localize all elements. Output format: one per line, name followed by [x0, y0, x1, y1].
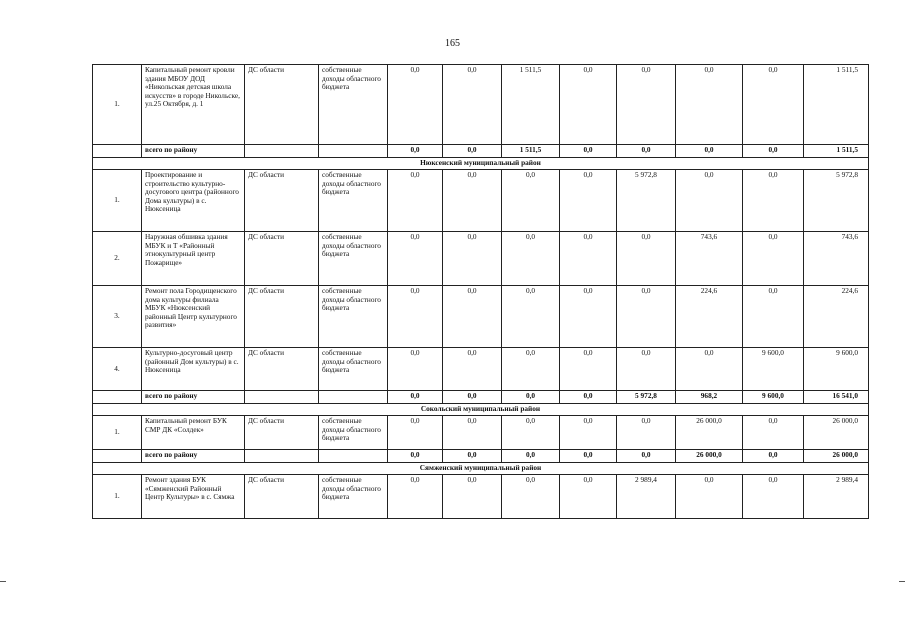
- value-cell: 2 989,4: [617, 475, 676, 519]
- value-cell: 0,0: [743, 450, 804, 463]
- value-cell: 9 600,0: [743, 348, 804, 391]
- value-cell: 224,6: [676, 286, 743, 348]
- executor: ДС области: [245, 232, 319, 286]
- table-row: [93, 416, 869, 450]
- value-cell: 0,0: [743, 232, 804, 286]
- value-cell: 0,0: [388, 416, 443, 450]
- funding-source: собственные доходы областного бюджета: [319, 232, 388, 286]
- object-name: Капитальный ремонт кровли здания МБОУ ДОД «Никольская детская школа искусств» в городе Никольске, ул.25 Октября, д. 1: [142, 65, 245, 145]
- total-label: всего по району: [142, 145, 245, 158]
- total-cell: 2 989,4: [804, 475, 869, 519]
- value-cell: 0,0: [443, 416, 502, 450]
- value-cell: 968,2: [676, 391, 743, 404]
- value-cell: 0,0: [617, 450, 676, 463]
- value-cell: 0,0: [743, 65, 804, 145]
- total-label: всего по району: [142, 450, 245, 463]
- value-cell: 0,0: [502, 391, 560, 404]
- row-number: 1.: [93, 170, 142, 232]
- funding-source: собственные доходы областного бюджета: [319, 170, 388, 232]
- value-cell: 0,0: [388, 450, 443, 463]
- district-total-row: [93, 450, 869, 463]
- object-name: Проектирование и строительство культурно-досугового центра (районного Дома культуры) в с. Нюксеница: [142, 170, 245, 232]
- object-name: Ремонт здания БУК «Сямженский Районный Центр Культуры» в с. Сямжа: [142, 475, 245, 519]
- value-cell: 0,0: [443, 145, 502, 158]
- district-name: Сокольский муниципальный район: [93, 404, 869, 416]
- value-cell: 0,0: [676, 145, 743, 158]
- district-name: Нюксенский муниципальный район: [93, 158, 869, 170]
- funding-source: собственные доходы областного бюджета: [319, 416, 388, 450]
- object-name: Ремонт пола Городищенского дома культуры филиала МБУК «Нюксенский районный Центр культурного развития»: [142, 286, 245, 348]
- executor: ДС области: [245, 286, 319, 348]
- value-cell: 0,0: [443, 232, 502, 286]
- row-number: 1.: [93, 416, 142, 450]
- executor: ДС области: [245, 65, 319, 145]
- total-label: всего по району: [142, 391, 245, 404]
- value-cell: 0,0: [443, 65, 502, 145]
- object-name: Наружная обшивка здания МБУК и Т «Районный этнокультурный центр Пожарище»: [142, 232, 245, 286]
- value-cell: 0,0: [388, 475, 443, 519]
- total-cell: 1 511,5: [804, 145, 869, 158]
- total-cell: 1 511,5: [804, 65, 869, 145]
- value-cell: 0,0: [617, 232, 676, 286]
- value-cell: 0,0: [388, 145, 443, 158]
- value-cell: 0,0: [443, 450, 502, 463]
- table-row: [93, 65, 869, 145]
- table-row: [93, 170, 869, 232]
- object-name: Культурно-досуговый центр (районный Дом культуры) в с. Нюксеница: [142, 348, 245, 391]
- value-cell: 0,0: [502, 232, 560, 286]
- total-cell: 9 600,0: [804, 348, 869, 391]
- executor: ДС области: [245, 348, 319, 391]
- value-cell: 0,0: [560, 416, 617, 450]
- district-header-row: [93, 404, 869, 416]
- value-cell: 26 000,0: [676, 450, 743, 463]
- value-cell: 1 511,5: [502, 145, 560, 158]
- object-name: Капитальный ремонт БУК СМР ДК «Солдек»: [142, 416, 245, 450]
- value-cell: 0,0: [443, 170, 502, 232]
- table-row: [93, 475, 869, 519]
- value-cell: 0,0: [560, 348, 617, 391]
- value-cell: 0,0: [560, 450, 617, 463]
- value-cell: 0,0: [502, 286, 560, 348]
- total-cell: 224,6: [804, 286, 869, 348]
- value-cell: 0,0: [388, 232, 443, 286]
- value-cell: 0,0: [560, 391, 617, 404]
- value-cell: 0,0: [443, 348, 502, 391]
- page-number: 165: [445, 38, 460, 49]
- district-header-row: [93, 463, 869, 475]
- executor: ДС области: [245, 475, 319, 519]
- value-cell: 0,0: [388, 348, 443, 391]
- row-number: 4.: [93, 348, 142, 391]
- district-total-row: [93, 145, 869, 158]
- value-cell: 9 600,0: [743, 391, 804, 404]
- value-cell: 0,0: [560, 65, 617, 145]
- value-cell: 0,0: [502, 416, 560, 450]
- value-cell: 0,0: [388, 391, 443, 404]
- value-cell: 0,0: [676, 170, 743, 232]
- value-cell: 0,0: [560, 286, 617, 348]
- value-cell: 0,0: [743, 170, 804, 232]
- funding-source: собственные доходы областного бюджета: [319, 65, 388, 145]
- value-cell: 0,0: [560, 145, 617, 158]
- value-cell: 0,0: [676, 475, 743, 519]
- value-cell: 0,0: [388, 170, 443, 232]
- value-cell: 0,0: [560, 475, 617, 519]
- value-cell: 0,0: [560, 232, 617, 286]
- row-number: 1.: [93, 475, 142, 519]
- value-cell: 5 972,8: [617, 391, 676, 404]
- total-cell: 5 972,8: [804, 170, 869, 232]
- value-cell: 0,0: [676, 348, 743, 391]
- row-number: 3.: [93, 286, 142, 348]
- value-cell: 0,0: [443, 391, 502, 404]
- executor: ДС области: [245, 416, 319, 450]
- value-cell: 5 972,8: [617, 170, 676, 232]
- table-row: [93, 232, 869, 286]
- row-number: 1.: [93, 65, 142, 145]
- value-cell: 0,0: [617, 145, 676, 158]
- value-cell: 743,6: [676, 232, 743, 286]
- value-cell: 0,0: [502, 475, 560, 519]
- value-cell: 0,0: [617, 286, 676, 348]
- table-row: [93, 348, 869, 391]
- total-cell: 743,6: [804, 232, 869, 286]
- executor: ДС области: [245, 170, 319, 232]
- scan-edge-mark: [0, 581, 6, 582]
- value-cell: 0,0: [743, 475, 804, 519]
- value-cell: 0,0: [443, 475, 502, 519]
- budget-table: [92, 64, 869, 519]
- value-cell: 0,0: [743, 416, 804, 450]
- funding-source: собственные доходы областного бюджета: [319, 475, 388, 519]
- value-cell: 1 511,5: [502, 65, 560, 145]
- value-cell: 0,0: [502, 450, 560, 463]
- value-cell: 0,0: [560, 170, 617, 232]
- funding-source: собственные доходы областного бюджета: [319, 348, 388, 391]
- row-number: 2.: [93, 232, 142, 286]
- value-cell: 26 000,0: [676, 416, 743, 450]
- value-cell: 0,0: [743, 145, 804, 158]
- value-cell: 0,0: [388, 286, 443, 348]
- total-cell: 16 541,0: [804, 391, 869, 404]
- value-cell: 0,0: [617, 65, 676, 145]
- total-cell: 26 000,0: [804, 450, 869, 463]
- value-cell: 0,0: [676, 65, 743, 145]
- district-name: Сямженский муниципальный район: [93, 463, 869, 475]
- value-cell: 0,0: [502, 170, 560, 232]
- value-cell: 0,0: [617, 416, 676, 450]
- value-cell: 0,0: [743, 286, 804, 348]
- value-cell: 0,0: [617, 348, 676, 391]
- district-header-row: [93, 158, 869, 170]
- funding-source: собственные доходы областного бюджета: [319, 286, 388, 348]
- total-cell: 26 000,0: [804, 416, 869, 450]
- table-row: [93, 286, 869, 348]
- scan-edge-mark: [899, 581, 905, 582]
- value-cell: 0,0: [502, 348, 560, 391]
- district-total-row: [93, 391, 869, 404]
- value-cell: 0,0: [443, 286, 502, 348]
- value-cell: 0,0: [388, 65, 443, 145]
